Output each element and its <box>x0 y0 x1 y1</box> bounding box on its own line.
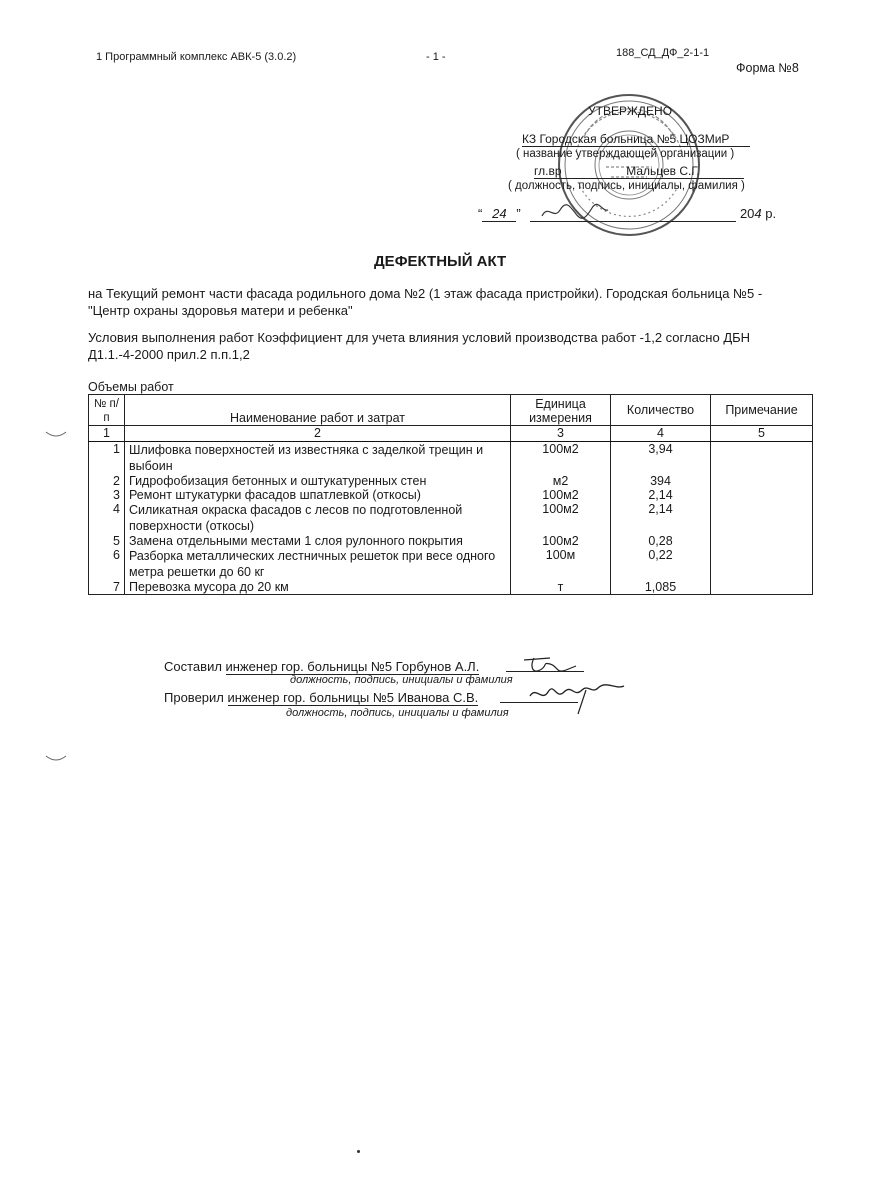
table-row <box>89 534 813 548</box>
table-header-row <box>89 395 813 426</box>
table-row <box>89 442 813 475</box>
header-quantity: Количество <box>611 395 711 426</box>
volumes-label: Объемы работ <box>88 380 174 394</box>
form-number: Форма №8 <box>736 61 799 75</box>
column-number: 5 <box>711 426 813 442</box>
header-note: Примечание <box>711 395 813 426</box>
approval-organization-caption: ( название утверждающей организации ) <box>516 148 735 160</box>
table-row <box>89 580 813 595</box>
compiled-caption: должность, подпись, инициалы и фамилия <box>290 674 513 686</box>
row-name: Разборка металлических лестничных решеток при весе одного метра решетки до 60 кг <box>125 548 511 580</box>
row-number: 1 <box>89 442 125 475</box>
row-name: Замена отдельными местами 1 слоя рулонного покрытия <box>125 534 511 548</box>
row-quantity: 394 <box>611 474 711 488</box>
column-number-row <box>89 426 813 442</box>
table-row <box>89 488 813 502</box>
checked-by: инженер гор. больницы №5 Иванова С.В. <box>227 690 479 705</box>
document-title: ДЕФЕКТНЫЙ АКТ <box>374 253 507 270</box>
approval-date-day: 24 <box>482 206 516 222</box>
row-quantity: 2,14 <box>611 502 711 534</box>
row-name: Шлифовка поверхностей из известняка с заделкой трещин и выбоин <box>125 442 511 475</box>
row-note <box>711 502 813 534</box>
column-number: 4 <box>611 426 711 442</box>
row-quantity: 0,22 <box>611 548 711 580</box>
row-note <box>711 488 813 502</box>
approval-date-suffix: р. <box>765 206 777 221</box>
row-number: 7 <box>89 580 125 595</box>
row-name: Перевозка мусора до 20 км <box>125 580 511 595</box>
row-unit: 100м2 <box>511 502 611 534</box>
document-subject: на Текущий ремонт части фасада родильного дома №2 (1 этаж фасада пристройки). Городская больница №5 -"Центр охраны здоровья матери и ребенка" <box>88 286 763 318</box>
row-name: Силикатная окраска фасадов с лесов по подготовленной поверхности (откосы) <box>125 502 511 534</box>
table-row <box>89 474 813 488</box>
checked-line <box>164 690 478 705</box>
header-unit: Единица измерения <box>511 395 611 426</box>
approval-organization: КЗ Городская больница №5 ЦОЗМиР <box>522 132 750 147</box>
header-number: № п/п <box>89 395 125 426</box>
approval-title: УТВЕРЖДЕНО <box>588 104 673 118</box>
approval-position: гл.вр <box>534 164 562 178</box>
header-name: Наименование работ и затрат <box>125 395 511 426</box>
row-quantity: 1,085 <box>611 580 711 595</box>
row-number: 4 <box>89 502 125 534</box>
row-quantity: 2,14 <box>611 488 711 502</box>
approval-date-year-prefix: 20 <box>739 206 755 221</box>
row-name: Гидрофобизация бетонных и оштукатуренных стен <box>125 474 511 488</box>
document-conditions: Условия выполнения работ Коэффициент для учета влияния условий производства работ -1,2 согласно ДБН Д1.1.-4-2000 прил.2 п.п.1,2 <box>88 330 751 362</box>
approval-name-caption: ( должность, подпись, инициалы, фамилия ) <box>508 180 745 192</box>
row-unit: т <box>511 580 611 595</box>
approval-signer-line <box>534 164 744 179</box>
column-number: 1 <box>89 426 125 442</box>
row-unit: 100м2 <box>511 488 611 502</box>
header-doc-code: 188_СД_ДФ_2-1-1 <box>616 47 710 59</box>
row-number: 6 <box>89 548 125 580</box>
compiled-line <box>164 659 479 674</box>
row-note <box>711 534 813 548</box>
header-page-number: - 1 - <box>426 51 446 63</box>
table-row <box>89 548 813 580</box>
header-program: 1 Программный комплекс АВК-5 (3.0.2) <box>96 51 297 63</box>
approval-date: “ 24 ” 204 р. <box>478 206 777 221</box>
checked-label: Проверил <box>164 690 224 705</box>
row-note <box>711 442 813 475</box>
row-unit: 100м2 <box>511 534 611 548</box>
row-number: 2 <box>89 474 125 488</box>
column-number: 2 <box>125 426 511 442</box>
row-note <box>711 474 813 488</box>
checked-signature <box>526 672 626 718</box>
compiled-by: инженер гор. больницы №5 Горбунов А.Л. <box>225 659 480 674</box>
scan-dot <box>357 1150 360 1153</box>
row-name: Ремонт штукатурки фасадов шпатлевкой (откосы) <box>125 488 511 502</box>
row-unit: м2 <box>511 474 611 488</box>
month-handwriting <box>540 200 610 224</box>
row-number: 5 <box>89 534 125 548</box>
table-row <box>89 502 813 534</box>
row-unit: 100м <box>511 548 611 580</box>
column-number: 3 <box>511 426 611 442</box>
row-quantity: 3,94 <box>611 442 711 475</box>
compiled-label: Составил <box>164 659 222 674</box>
checked-caption: должность, подпись, инициалы и фамилия <box>286 707 509 719</box>
row-note <box>711 548 813 580</box>
row-unit: 100м2 <box>511 442 611 475</box>
row-quantity: 0,28 <box>611 534 711 548</box>
row-note <box>711 580 813 595</box>
scan-mark <box>44 752 68 764</box>
works-table <box>88 394 813 595</box>
approval-name: Мальцев С.Г. <box>626 164 700 178</box>
scan-mark <box>44 428 68 440</box>
row-number: 3 <box>89 488 125 502</box>
